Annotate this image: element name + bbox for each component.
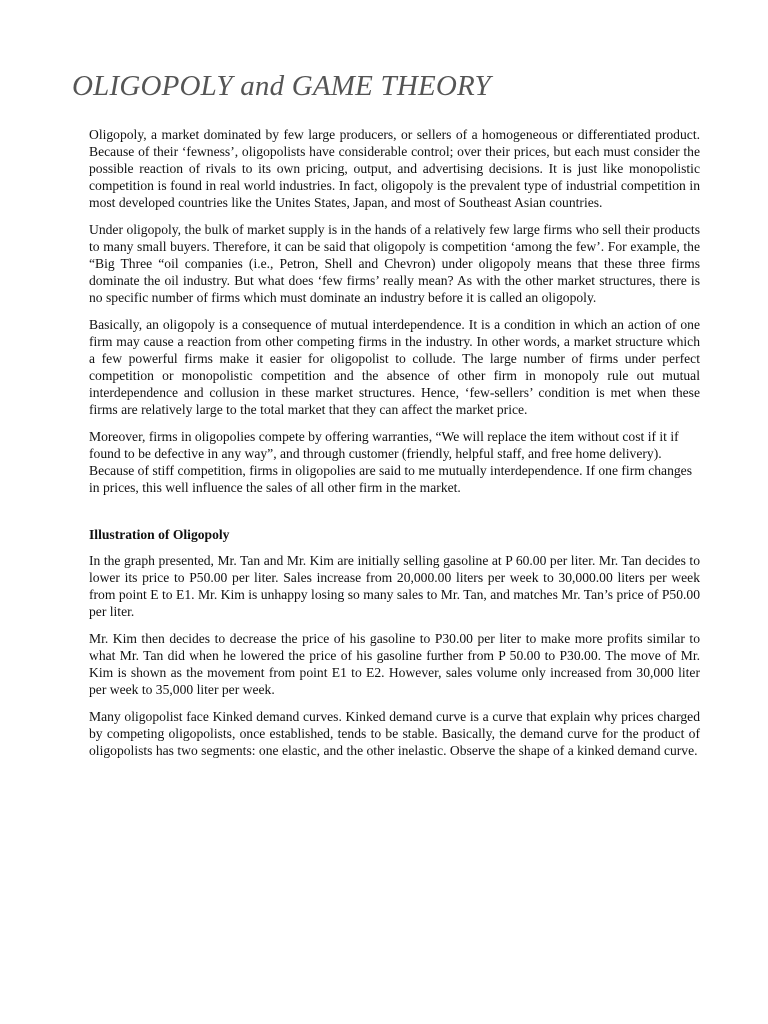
paragraph-under-oligopoly: Under oligopoly, the bulk of market supply is in the hands of a relatively few large firms who sell their products to many small buyers. Therefore, it can be said that oligopoly is competition ‘among the few’. For example, the “Big Three “oil companies (i.e., Petron, Shell and Chevron) under oligopoly means that these three firms dominate the oil industry. But what does ‘few firms’ really mean? As with the other market structures, there is no specific number of firms which must dominate an industry before it is called an oligopoly. — [89, 222, 700, 305]
paragraph-kinked-demand: Many oligopolist face Kinked demand curves. Kinked demand curve is a curve that explain why prices charged by competing oligopolists, once established, tends to be stable. Basically, the demand curve for the product of oligopolists has two segments: one elastic, and the other inelastic. Observe the shape of a kinked demand curve. — [89, 709, 700, 758]
paragraph-graph-presented: In the graph presented, Mr. Tan and Mr. Kim are initially selling gasoline at P 60.00 per liter. Mr. Tan decides to lower its price to P50.00 per liter. Sales increase from 20,000.00 liters per week to 30,000.00 liters per week from point E to E1. Mr. Kim is unhappy losing so many sales to Mr. Tan, and matches Mr. Tan’s price of P50.00 per liter. — [89, 553, 700, 619]
section-heading: Illustration of Oligopoly — [89, 527, 230, 542]
paragraph-warranties: Moreover, firms in oligopolies compete by offering warranties, “We will replace the item without cost if it if found to be defective in any way”, and through customer (friendly, helpful staff, and free home delivery). Because of stiff competition, firms in oligopolies are said to me mutually interdependence. If one firm changes in prices, this well influence the sales of all other firm in the market. — [89, 429, 692, 495]
document-title: OLIGOPOLY and GAME THEORY — [72, 70, 491, 102]
paragraph-interdependence: Basically, an oligopoly is a consequence of mutual interdependence. It is a condition in which an action of one firm may cause a reaction from other competing firms in the industry. In other words, a market structure which a few powerful firms make it easier for oligopolist to collude. The large number of firms under perfect competition or monopolistic competition and the absence of other firm in monopoly rule out mutual interdependence and collusion in these market structures. Hence, ‘few-sellers’ condition is met when these firms are relatively large to the total market that they can affect the market price. — [89, 317, 700, 417]
paragraph-definition: Oligopoly, a market dominated by few large producers, or sellers of a homogeneous or differentiated product. Because of their ‘fewness’, oligopolists have considerable control; over their prices, but each must consider the possible reaction of rivals to its own pricing, output, and advertising decisions. It is just like monopolistic competition is found in real world industries. In fact, oligopoly is the prevalent type of industrial competition in most developed countries like the Unites States, Japan, and most of Southeast Asian countries. — [89, 127, 700, 210]
document-body — [89, 126, 700, 769]
paragraph-mr-kim: Mr. Kim then decides to decrease the price of his gasoline to P30.00 per liter to make more profits similar to what Mr. Tan did when he lowered the price of his gasoline further from P 50.00 to P30.00. The move of Mr. Kim is shown as the movement from point E1 to E2. However, sales volume only increased from 30,000 liter per week to 35,000 liter per week. — [89, 631, 700, 697]
